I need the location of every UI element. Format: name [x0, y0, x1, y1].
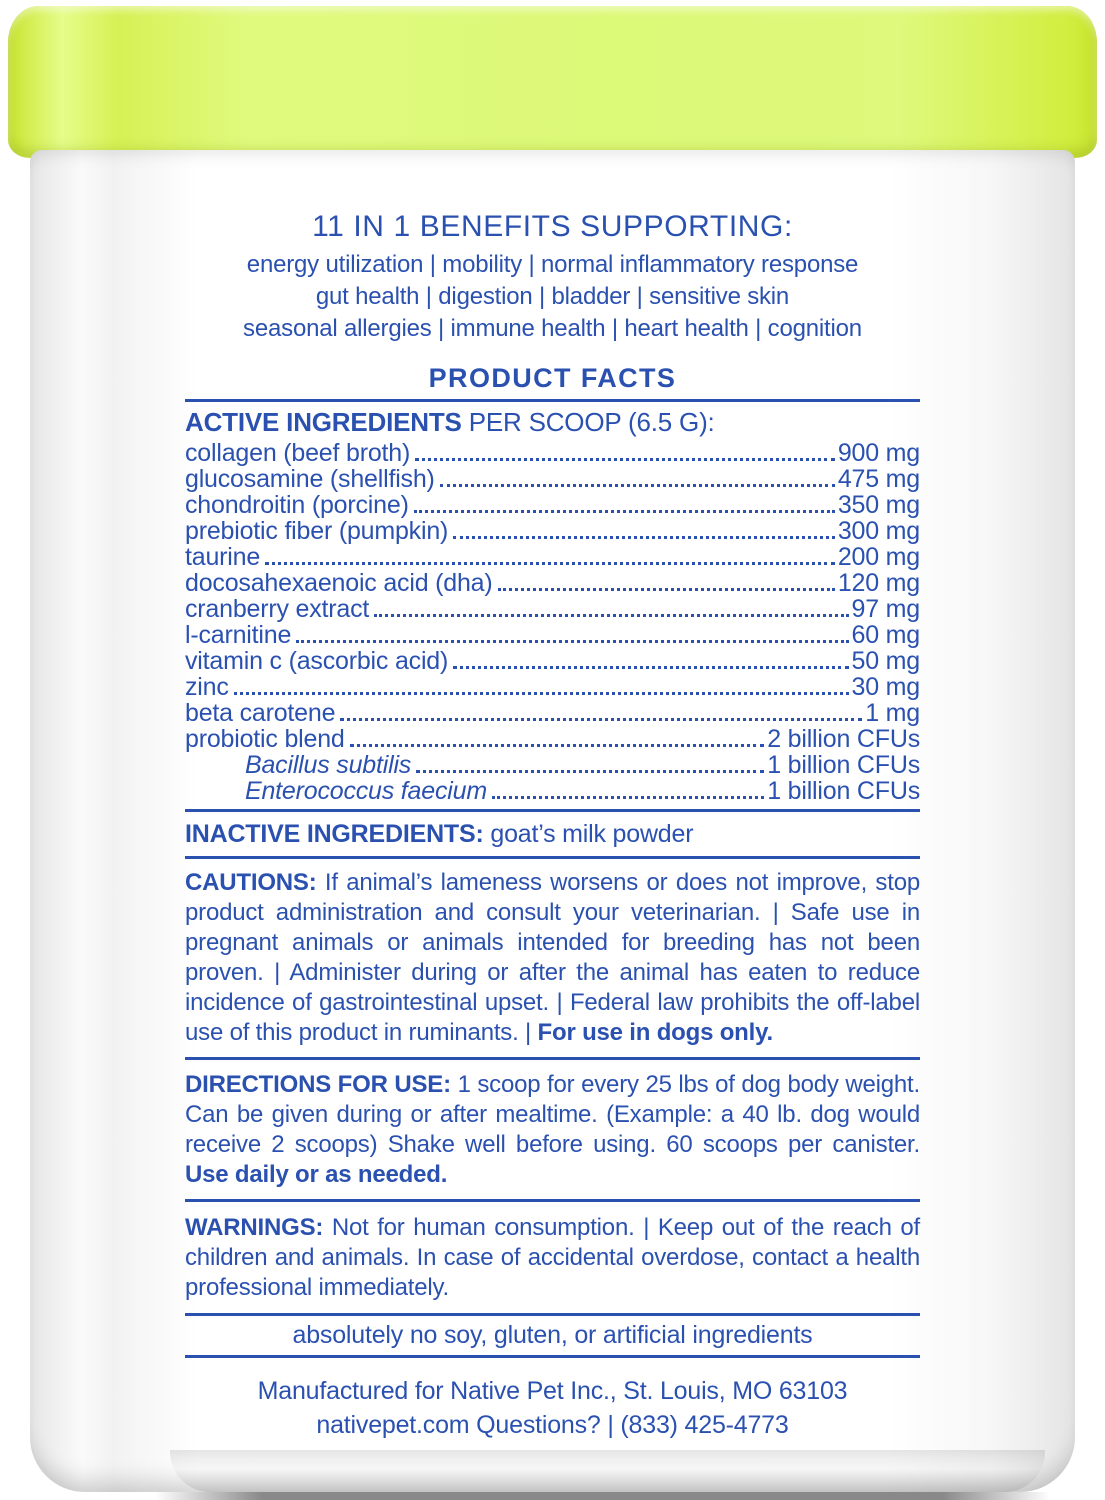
warnings-body: Not for human consumption. | Keep out of the reach of children and animals. In case of accidental overdose, contact a health professional immediately.: [185, 1214, 920, 1301]
cautions-label: CAUTIONS:: [185, 869, 317, 896]
ingredient-amount: 1 mg: [865, 699, 920, 727]
cautions-paragraph: [185, 868, 920, 1048]
ingredient-row: [185, 492, 920, 518]
ingredient-amount: 60 mg: [851, 621, 920, 649]
dot-leader: [374, 614, 848, 617]
dot-leader: [440, 484, 835, 487]
ingredient-amount: 350 mg: [837, 491, 920, 519]
ingredients-list: [185, 440, 920, 804]
section-divider: [185, 1199, 920, 1202]
ingredient-name: beta carotene: [185, 699, 336, 727]
active-ingredients-header: [185, 406, 920, 438]
benefits-line: gut health | digestion | bladder | sensitive skin: [315, 283, 790, 310]
ingredient-name: docosahexaenoic acid (dha): [185, 569, 493, 597]
ingredient-name: taurine: [185, 543, 261, 571]
manufacturer-footer: [185, 1374, 920, 1442]
ingredient-amount: 300 mg: [837, 517, 920, 545]
benefits-line: seasonal allergies | immune health | heart health | cognition: [243, 315, 862, 342]
ingredient-amount: 30 mg: [851, 673, 920, 701]
dot-leader: [340, 718, 862, 721]
canister-body: [30, 150, 1075, 1492]
active-ingredients-label: ACTIVE INGREDIENTS: [185, 407, 462, 437]
directions-body: 1 scoop for every 25 lbs of dog body weight. Can be given during or after mealtime. (Example: a 40 lb. dog would receive 2 scoops) Shake well before using. 60 scoops per canister.: [185, 1071, 920, 1158]
cautions-body: If animal’s lameness worsens or does not improve, stop product administration and consult your veterinarian. | Safe use in pregnant animals or animals intended for breeding has not been proven. | Administer during or after the animal has eaten to reduce incidence of gastrointestinal upset. | Federal law prohibits the off-label use of this product in ruminants. |: [185, 869, 920, 1046]
ingredient-row: [185, 570, 920, 596]
dot-leader: [416, 770, 764, 773]
ingredient-row: [185, 596, 920, 622]
ingredient-row: [185, 674, 920, 700]
ingredient-row: [185, 778, 920, 804]
ingredient-amount: 97 mg: [851, 595, 920, 623]
dot-leader: [265, 562, 835, 565]
warnings-label: WARNINGS:: [185, 1214, 324, 1241]
section-divider: [185, 856, 920, 859]
section-divider: [185, 809, 920, 812]
ingredient-row: [185, 752, 920, 778]
label-panel: [185, 210, 920, 1442]
dot-leader: [453, 666, 848, 669]
ingredient-amount: 1 billion CFUs: [767, 751, 920, 779]
ingredient-amount: 475 mg: [837, 465, 920, 493]
ingredient-name: chondroitin (porcine): [185, 491, 409, 519]
directions-paragraph: [185, 1070, 920, 1190]
ingredient-name: cranberry extract: [185, 595, 370, 623]
manufacturer-line: Manufactured for Native Pet Inc., St. Louis, MO 63103: [257, 1377, 848, 1405]
ingredient-amount: 2 billion CFUs: [767, 725, 920, 753]
ingredient-row: [185, 440, 920, 466]
active-ingredients-suffix: PER SCOOP (6.5 G):: [468, 407, 715, 437]
warnings-paragraph: [185, 1213, 920, 1303]
dot-leader: [234, 692, 849, 695]
ingredient-amount: 1 billion CFUs: [767, 777, 920, 805]
section-divider: [185, 1057, 920, 1060]
ingredient-amount: 900 mg: [837, 439, 920, 467]
ingredient-row: [185, 648, 920, 674]
ingredient-name: Bacillus subtilis: [245, 751, 412, 779]
section-divider: [185, 1355, 920, 1358]
ingredient-row: [185, 622, 920, 648]
section-divider: [185, 399, 920, 402]
ingredient-row: [185, 544, 920, 570]
ingredient-name: probiotic blend: [185, 725, 345, 753]
dot-leader: [296, 640, 848, 643]
inactive-ingredients-label: INACTIVE INGREDIENTS:: [185, 820, 484, 848]
product-facts-title: PRODUCT FACTS: [428, 363, 677, 393]
ingredient-name: prebiotic fiber (pumpkin): [185, 517, 449, 545]
section-divider: [185, 1313, 920, 1316]
dot-leader: [414, 510, 835, 513]
ingredient-name: l-carnitine: [185, 621, 292, 649]
ingredient-amount: 120 mg: [837, 569, 920, 597]
benefits-line: energy utilization | mobility | normal inflammatory response: [246, 251, 859, 278]
ingredient-row: [185, 518, 920, 544]
ingredient-row: [185, 700, 920, 726]
dot-leader: [350, 744, 765, 747]
directions-label: DIRECTIONS FOR USE:: [185, 1071, 451, 1098]
ingredient-name: Enterococcus faecium: [245, 777, 487, 805]
canister-lid: [8, 6, 1097, 158]
ingredient-name: zinc: [185, 673, 229, 701]
ingredient-name: collagen (beef broth): [185, 439, 411, 467]
ground-shadow: [155, 1492, 1050, 1500]
dot-leader: [498, 588, 835, 591]
benefits-title: 11 IN 1 BENEFITS SUPPORTING:: [312, 210, 793, 243]
no-artificial-ingredients-line: absolutely no soy, gluten, or artificial ingredients: [292, 1321, 813, 1349]
ingredient-row: [185, 726, 920, 752]
ingredient-amount: 50 mg: [851, 647, 920, 675]
inactive-ingredients-row: [185, 819, 920, 849]
contact-line: nativepet.com Questions? | (833) 425-4773: [316, 1411, 789, 1439]
ingredient-amount: 200 mg: [837, 543, 920, 571]
canister-base: [170, 1450, 1045, 1492]
cautions-bold-tail: For use in dogs only.: [537, 1019, 773, 1046]
dot-leader: [415, 458, 835, 461]
inactive-ingredients-value: goat’s milk powder: [490, 820, 694, 848]
ingredient-row: [185, 466, 920, 492]
dot-leader: [453, 536, 835, 539]
benefits-list: [185, 249, 920, 345]
ingredient-name: glucosamine (shellfish): [185, 465, 435, 493]
ingredient-name: vitamin c (ascorbic acid): [185, 647, 449, 675]
directions-bold-tail: Use daily or as needed.: [185, 1161, 448, 1188]
dot-leader: [492, 796, 764, 799]
